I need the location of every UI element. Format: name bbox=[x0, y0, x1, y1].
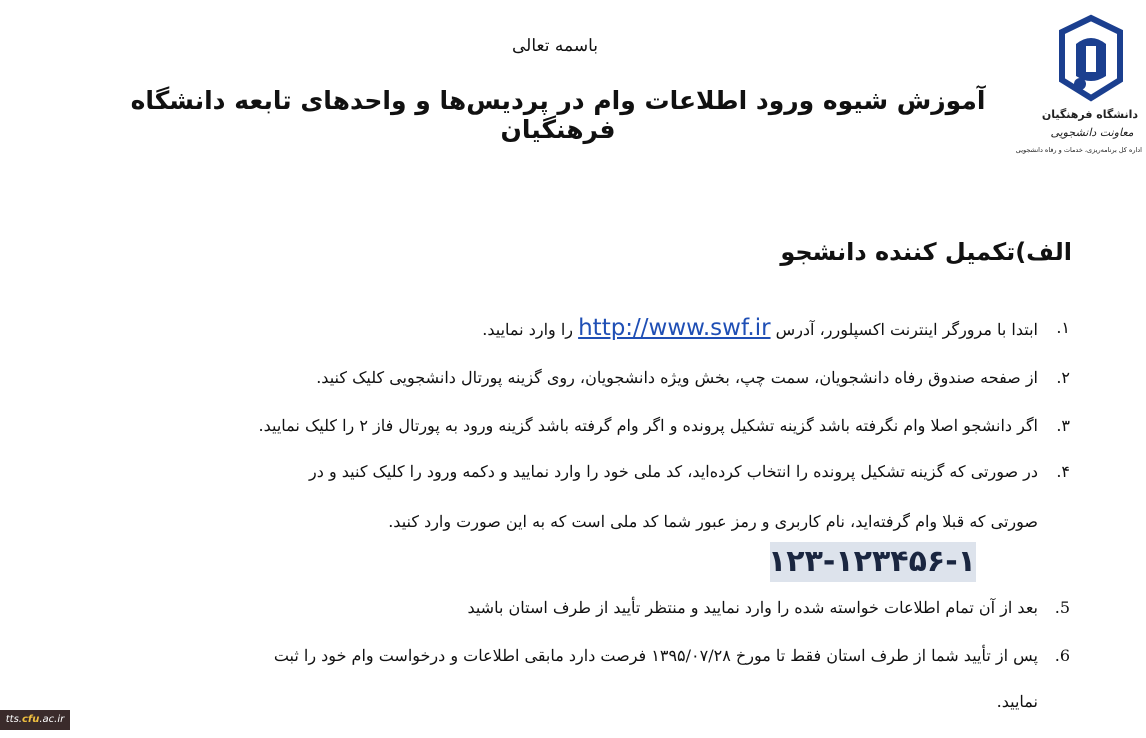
step-5-text: بعد از آن تمام اطلاعات خواسته شده را وارد نمایید و منتظر تأیید از طرف استان باشید bbox=[467, 598, 1038, 617]
watermark-brand: cfu bbox=[21, 714, 40, 725]
logo-name: دانشگاه فرهنگیان bbox=[1041, 108, 1138, 121]
step-3-text: اگر دانشجو اصلا وام نگرفته باشد گزینه تشکیل پرونده و اگر وام گرفته باشد گزینه ورود به پورتال فاز ۲ را کلیک نمایید. bbox=[258, 416, 1038, 435]
step-number: ۴. bbox=[1056, 462, 1070, 481]
step-1-text bbox=[482, 315, 1038, 341]
basmala-heading: باسمه تعالی bbox=[512, 36, 598, 56]
step-number: 6. bbox=[1054, 646, 1070, 665]
step-4-line-1: در صورتی که گزینه تشکیل پرونده را انتخاب کرده‌اید، کد ملی خود را وارد نمایید و دکمه ورود را کلیک کنید و در bbox=[309, 462, 1038, 481]
watermark-suffix: .ac.ir bbox=[39, 714, 65, 725]
step-2-text: از صفحه صندوق رفاه دانشجویان، سمت چپ، بخش ویژه دانشجویان، روی گزینه پورتال دانشجویی کلیک کنید. bbox=[316, 368, 1038, 387]
step-6-line-1: پس از تأیید شما از طرف استان فقط تا مورخ ۱۳۹۵/۰۷/۲۸ فرصت دارد مابقی اطلاعات و درخواست وام خود را ثبت bbox=[273, 646, 1038, 665]
document-title: آموزش شیوه ورود اطلاعات وام در پردیس‌ها و واحدهای تابعه دانشگاه فرهنگیان bbox=[130, 86, 986, 144]
step-number: 5. bbox=[1054, 598, 1070, 617]
logo-subtext: اداره کل برنامه‌ریزی، خدمات و رفاه دانشجویی bbox=[1015, 146, 1142, 154]
section-title: الف)تکمیل کننده دانشجو bbox=[780, 238, 1072, 266]
step-1-after: را وارد نمایید. bbox=[482, 320, 573, 339]
swf-link[interactable]: http://www.swf.ir bbox=[578, 315, 771, 341]
step-4-line-2: صورتی که قبلا وام گرفته‌اید، نام کاربری و رمز عبور شما کد ملی است که به این صورت وارد کنید. bbox=[388, 512, 1038, 531]
step-6-line-2: نمایید. bbox=[996, 692, 1038, 711]
logo-emblem-icon bbox=[1058, 14, 1124, 106]
step-number: ۱. bbox=[1056, 318, 1070, 337]
step-1-before: ابتدا با مرورگر اینترنت اکسپلورر، آدرس bbox=[775, 320, 1038, 339]
logo-department: معاونت دانشجویی bbox=[1050, 126, 1134, 139]
site-watermark bbox=[0, 710, 70, 730]
step-number: ۲. bbox=[1056, 368, 1070, 387]
national-code-example: ۱۲۳-۱۲۳۴۵۶-۱ bbox=[770, 542, 976, 582]
step-number: ۳. bbox=[1056, 416, 1070, 435]
watermark-prefix: tts. bbox=[5, 714, 22, 725]
